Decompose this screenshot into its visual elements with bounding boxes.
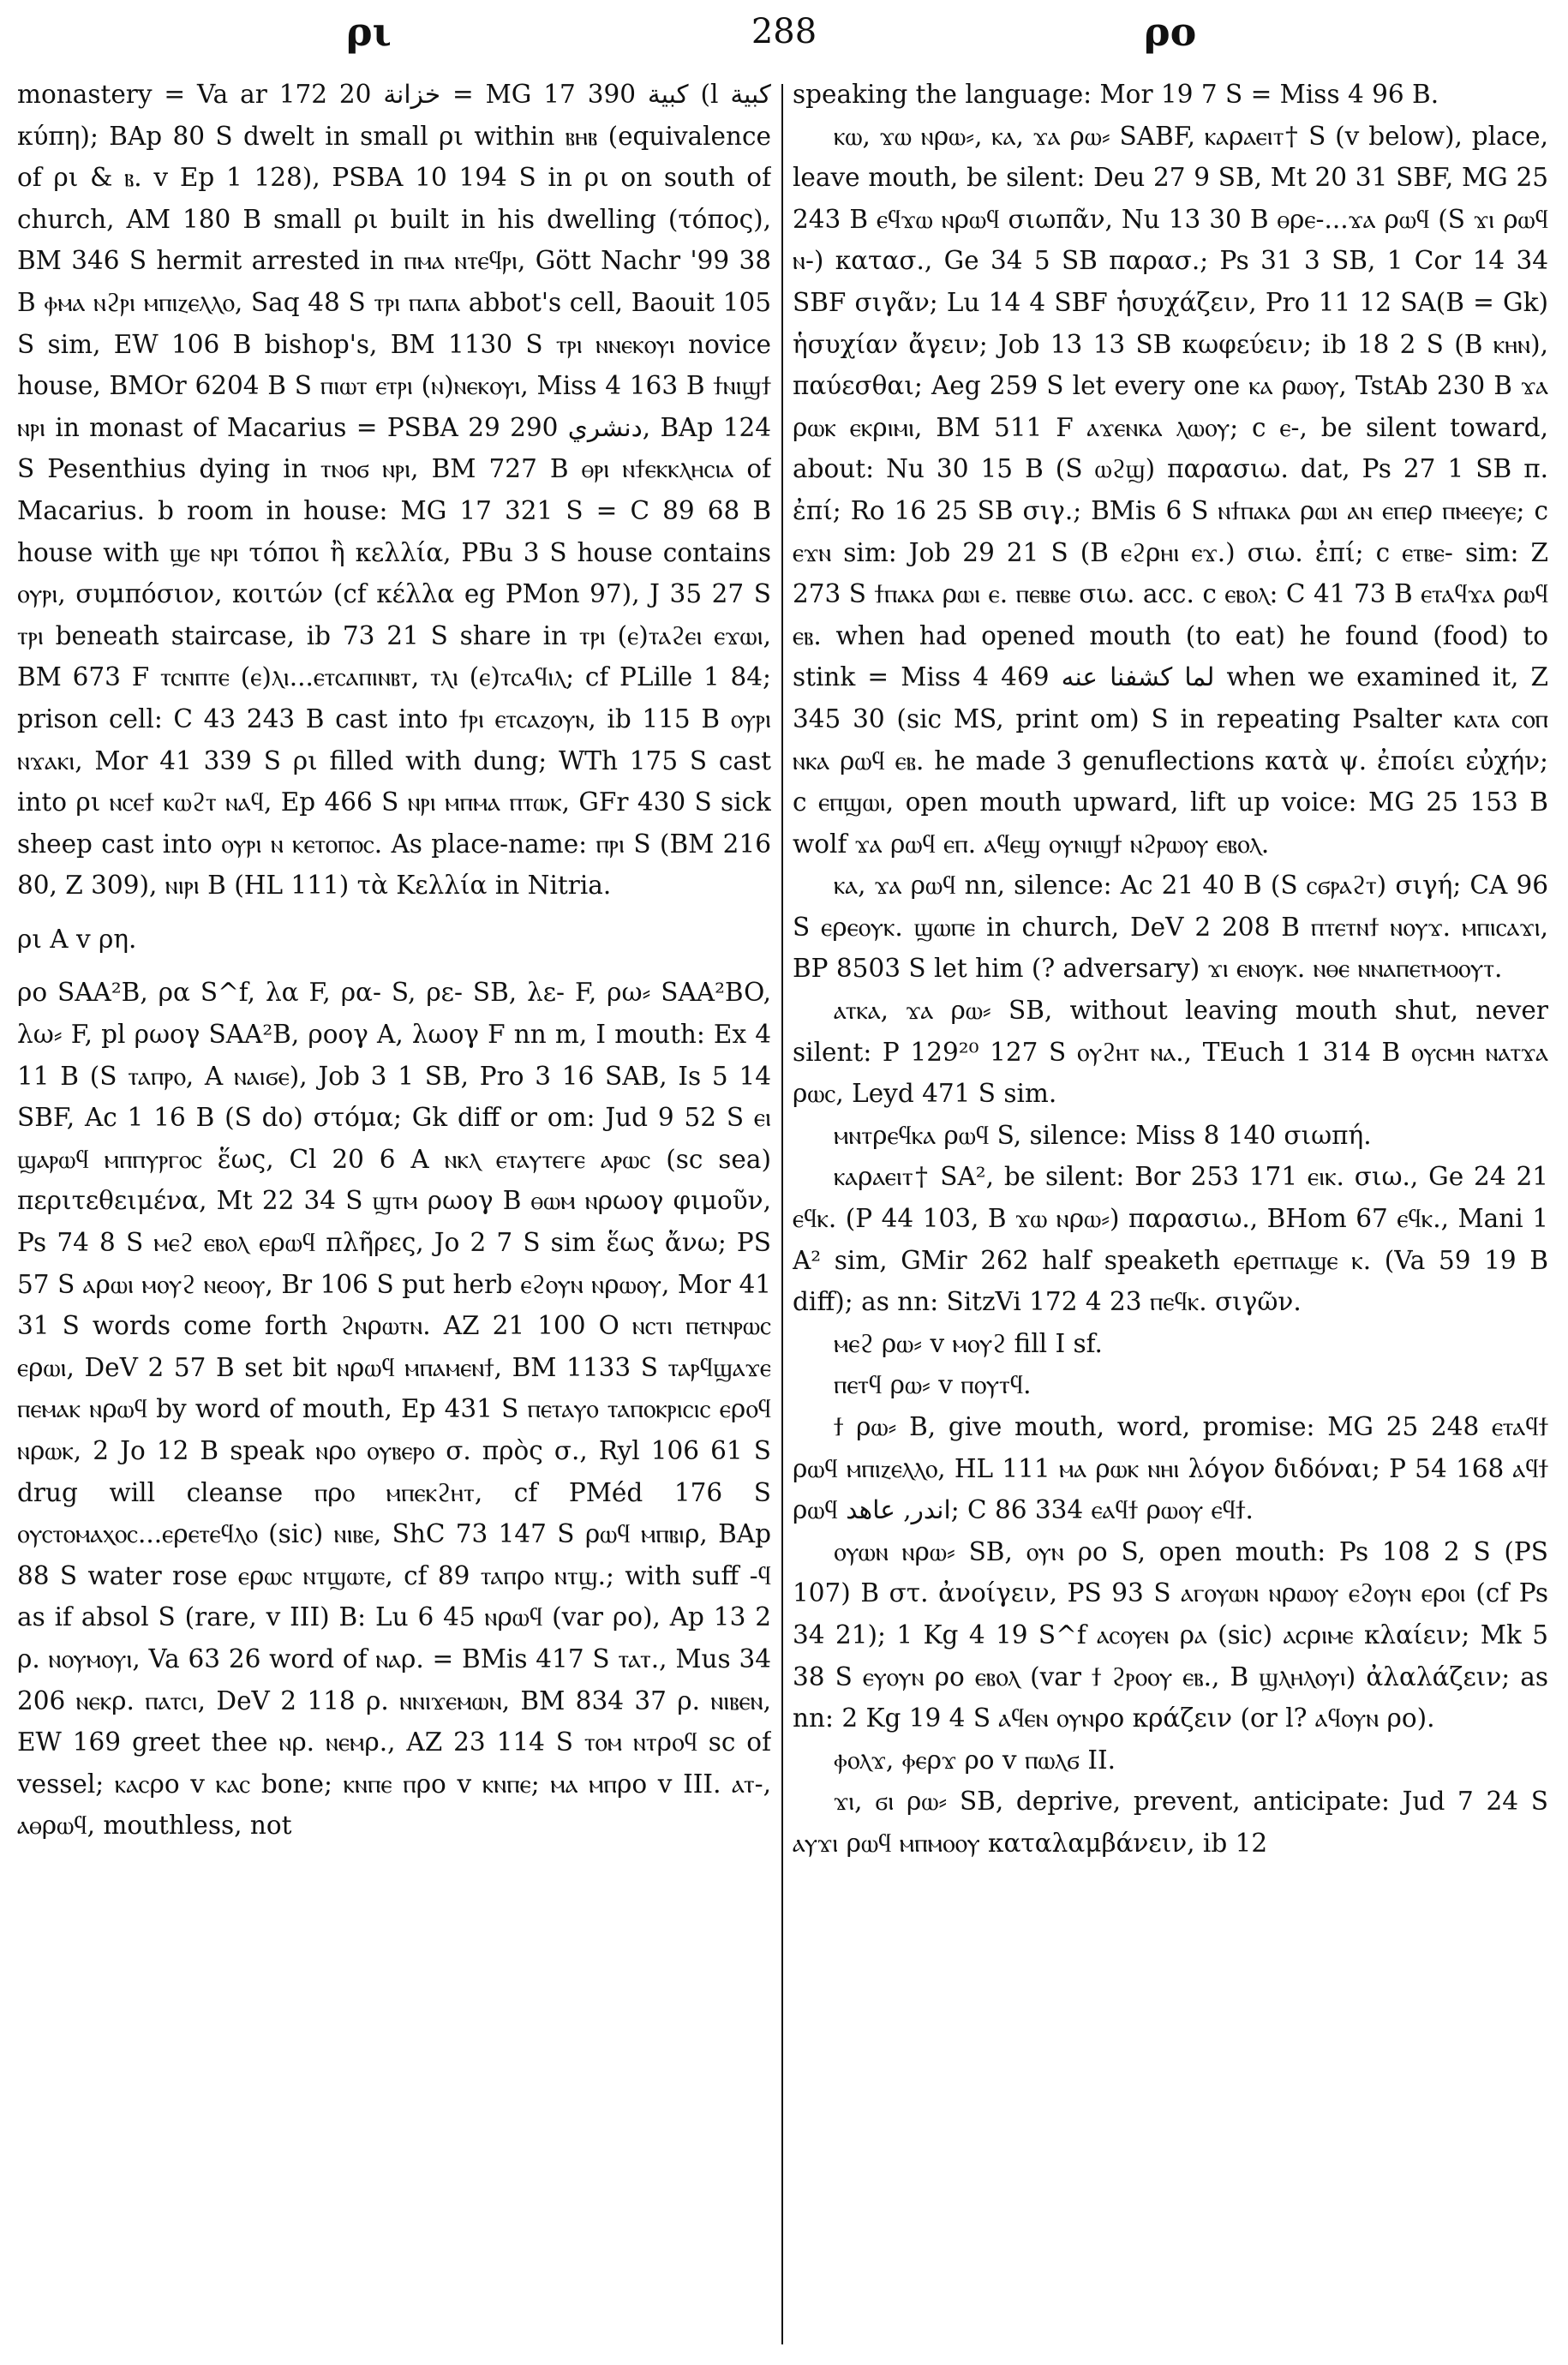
- subentry-atka: ⲁⲧⲕⲁ, ϫⲁ ρⲱ⸗ SB, without leaving mouth shut, never silent: P 129²⁰ 127 S ⲟⲩϩⲏⲧ ⲛⲁ., TEuch 1 314 B ⲟⲩⲥⲙⲏ ⲛⲁⲧϫⲁ ρⲱⲥ, Leyd 471 S sim.: [793, 996, 1548, 1109]
- entry-ri-A: ρι A v ρη.: [17, 924, 137, 954]
- subentry-ka-rwf-nn: ⲕⲁ, ϫⲁ ρⲱϥ nn, silence: Ac 21 40 B (S ⲥϭⲣⲁϩⲧ) σιγή; CA 96 S ⲉρⲉⲟⲩⲕ. ϣⲱⲡⲉ in church, DeV 2 208 B ⲡⲧⲉⲧⲛϯ ⲛⲟⲩϫ. ⲙⲡⲓⲥⲁϫⲓ, BP 8503 S let him (? adversary) ϫⲓ ⲉⲛⲟⲩⲕ. ⲛⲑⲉ ⲛⲛⲁⲡⲉⲧⲙⲟⲟⲩⲧ.: [793, 871, 1548, 984]
- subentry-kw-ro: ⲕⲱ, ϫⲱ ⲛρⲱ⸗, ⲕⲁ, ϫⲁ ρⲱ⸗ SABF, ⲕⲁρⲁⲉⲓⲧ† S (v below), place, leave mouth, be silent: Deu 27 9 SB, Mt 20 31 SBF, MG 25 243 B ⲉϥϫⲱ ⲛρⲱϥ σιωπᾶν, Nu 13 30 B ⲑρⲉ-...ϫⲁ ρⲱϥ (S ϫⲓ ρⲱϥ ⲛ-) κατασ., Ge 34 5 SB παρασ.; Ps 31 3 SB, 1 Cor 14 34 SBF σιγᾶν; Lu 14 4 SBF ἡσυχάζειν, Pro 11 12 SA(B = Gk) ἡσυχίαν ἄγειν; Job 13 13 SB κωφεύειν; ib 18 2 S (B ⲕⲏⲛ), παύεσθαι; Aeg 259 S let every one ⲕⲁ ρⲱⲟⲩ, TstAb 230 B ϫⲁ ρⲱⲕ ⲉⲕρⲓⲙⲓ, BM 511 F ⲁϫⲉⲛⲕⲁ ⲗⲱⲟⲩ; c ⲉ-, be silent toward, about: Nu 30 15 B (S ⲱϩϣ) παρασιω. dat, Ps 27 1 SB π. ἐπί; Ro 16 25 SB σιγ.; BMis 6 S ⲛϯⲡⲁⲕⲁ ρⲱⲓ ⲁⲛ ⲉⲡⲉρ ⲡⲙⲉⲉⲩⲉ; c ⲉϫⲛ sim: Job 29 21 S (B ⲉϩρⲏⲓ ⲉϫ.) σιω. ἐπί; c ⲉⲧⲃⲉ- sim: Z 273 S ϯⲡⲁⲕⲁ ρⲱⲓ ⲉ. ⲡⲉⲃⲃⲉ σιω. acc. c ⲉⲃⲟⲗ: C 41 73 B ⲉⲧⲁϥϫⲁ ρⲱϥ ⲉⲃ. when had opened mouth (to eat) he found (food) to stink = Miss 4 469 لما كشفنا عنه when we examined it, Z 345 30 (sic MS, print om) S in repeating Psalter ⲕⲁⲧⲁ ⲥⲟⲡ ⲛⲕⲁ ρⲱϥ ⲉⲃ. he made 3 genuflections κατὰ ψ. ἐποίει εὐχήν; c ⲉⲡϣⲱⲓ, open mouth upward, lift up voice: MG 25 153 B wolf ϫⲁ ρⲱϥ ⲉⲡ. ⲁϥⲉϣ ⲟⲩⲛⲓϣϯ ⲛϩⲣⲱⲟⲩ ⲉⲃⲟⲗ.: [793, 121, 1548, 859]
- page-number: 288: [751, 12, 817, 51]
- subentry-ji-ro: ϫⲓ, ϭⲓ ρⲱ⸗ SB, deprive, prevent, anticipate: Jud 7 24 S ⲁⲩϫⲓ ρⲱϥ ⲙⲡⲙⲟⲟⲩ καταλαμβάνειν, ib 12: [793, 1787, 1548, 1858]
- column-divider: [781, 84, 783, 2344]
- subentry-karaeit: ⲕⲁρⲁⲉⲓⲧ† SA², be silent: Bor 253 171 ⲉⲓⲕ. σιω., Ge 24 21 ⲉϥⲕ. (P 44 103, B ϫⲱ ⲛρⲱ⸗) παρασιω., BHom 67 ⲉϥⲕ., Mani 1 A² sim, GMir 262 half speaketh ⲉρⲉⲧⲡⲁϣⲉ ⲕ. (Va 59 19 B diff); as nn: SitzVi 172 4 23 ⲡⲉϥⲕ. σιγῶν.: [793, 1162, 1548, 1317]
- subentry-pholj-ro: ⲫⲟⲗϫ, ⲫⲉρϫ ρο v ⲡⲱⲗϭ II.: [834, 1745, 1116, 1775]
- left-column: [17, 74, 771, 2353]
- subentry-ouwn-ro: ⲟⲩⲱⲛ ⲛρⲱ⸗ SB, ⲟⲩⲛ ρο S, open mouth: Ps 108 2 S (PS 107) B στ. ἀνοίγειν, PS 93 S ⲁⲅⲟⲩⲱⲛ ⲛρⲱⲟⲩ ⲉϩⲟⲩⲛ ⲉρⲟⲓ (cf Ps 34 21); 1 Kg 4 19 S^f ⲁⲥⲟⲩⲉⲛ ρⲁ (sic) ⲁⲥρⲓⲙⲉ κλαίειν; Mk 5 38 S ⲉⲩⲟⲩⲛ ρο ⲉⲃⲟⲗ (var ϯ ϩⲣⲟⲟⲩ ⲉⲃ., B ϣⲗⲏⲗⲟⲩⲓ) ἀλαλάζειν; as nn: 2 Kg 19 4 S ⲁϥⲉⲛ ⲟⲩⲛρο κράζειν (or l? ⲁϥⲟⲩⲛ ρο).: [793, 1536, 1548, 1733]
- right-column: [793, 74, 1548, 2353]
- entry-ro-continued: speaking the language: Mor 19 7 S = Miss 4 96 B.: [793, 80, 1439, 109]
- running-head-right: ρο: [1144, 9, 1197, 55]
- running-head-left: ρι: [346, 9, 392, 55]
- subentry-meh-ro: ⲙⲉϩ ρⲱ⸗ v ⲙⲟⲩϩ fill I sf.: [834, 1328, 1103, 1358]
- subentry-mntrefka: ⲙⲛⲧρⲉϥⲕⲁ ρⲱϥ S, silence: Miss 8 140 σιωπή.: [834, 1120, 1372, 1150]
- subentry-ti-ro: ϯ ρⲱ⸗ B, give mouth, word, promise: MG 25 248 ⲉⲧⲁϥϯ ρⲱϥ ⲙⲡⲓⲍⲉⲗⲗⲟ, HL 111 ⲙⲁ ρⲱⲕ ⲛⲏⲓ λόγον διδόναι; P 54 168 ⲁϥϯ ρⲱϥ اندر, عاهد; C 86 334 ⲉⲁϥϯ ρⲱⲟⲩ ⲉϥϯ.: [793, 1412, 1548, 1525]
- subentry-petf-ro: ⲡⲉⲧϥ ρⲱ⸗ v ⲡⲟⲩⲧϥ.: [834, 1370, 1032, 1400]
- entry-ri-continued: monastery = Va ar 172 20 خزانة = MG 17 390 كبية (l كبية κύπη); BAp 80 S dwelt in small ρι within ⲃⲏⲃ (equivalence of ρι & ⲃ. v Ep 1 128), PSBA 10 194 S in ρι on south of church, AM 180 B small ρι built in his dwelling (τόπος), BM 346 S hermit arrested in ⲡⲙⲁ ⲛⲧⲉϥⲣⲓ, Gött Nachr '99 38 B ⲫⲙⲁ ⲛϩⲣⲓ ⲙⲡⲓⲍⲉⲗⲗⲟ, Saq 48 S ⲧⲣⲓ ⲡⲁⲡⲁ abbot's cell, Baouit 105 S sim, EW 106 B bishop's, BM 1130 S ⲧⲣⲓ ⲛⲛⲉⲕⲟⲩⲓ novice house, BMOr 6204 B S ⲡⲓⲱⲧ ⲉⲧⲣⲓ (ⲛ)ⲛⲉⲕⲟⲩⲓ, Miss 4 163 B ϯⲛⲓϣϯ ⲛⲣⲓ in monast of Macarius = PSBA 29 290 دنشري, BAp 124 S Pesenthius dying in ⲧⲛⲟϭ ⲛⲣⲓ, BM 727 B ⲑⲣⲓ ⲛϯⲉⲕⲕⲗⲏⲥⲓⲁ of Macarius. b room in house: MG 17 321 S = C 89 68 B house with ϣⲉ ⲛⲣⲓ τόποι ἢ κελλία, PBu 3 S house contains ⲟⲩⲣⲓ, συμπόσιον, κοιτών (cf κέλλα eg PMon 97), J 35 27 S ⲧⲣⲓ beneath staircase, ib 73 21 S share in ⲧⲣⲓ (ⲉ)ⲧⲁϩⲉⲓ ⲉϫⲱⲓ, BM 673 F ⲧⲥⲛⲡⲧⲉ (ⲉ)ⲗⲓ...ⲉⲧⲥⲁⲡⲓⲛⲃⲧ, ⲧⲗⲓ (ⲉ)ⲧⲥⲁϥⲓⲗ; cf PLille 1 84; prison cell: C 43 243 B cast into ϯⲣⲓ ⲉⲧⲥⲁⲍⲟⲩⲛ, ib 115 B ⲟⲩⲣⲓ ⲛϫⲁⲕⲓ, Mor 41 339 S ρι filled with dung; WTh 175 S cast into ρι ⲛⲥⲉϯ ⲕⲱϩⲧ ⲛⲁϥ, Ep 466 S ⲛⲣⲓ ⲙⲡⲙⲁ ⲡⲧⲱⲕ, GFr 430 S sick sheep cast into ⲟⲩⲣⲓ ⲛ ⲕⲉⲧⲟⲡⲟⲥ. As place-name: ⲡⲣⲓ S (BM 216 80, Z 309), ⲛⲓⲣⲓ B (HL 111) τὰ Κελλία in Nitria.: [17, 80, 771, 901]
- entry-ro: ρο SAA²B, ρα S^f, λα F, ρα- S, ρε- SB, λε- F, ρω⸗ SAA²BO, λω⸗ F, pl ρωογ SAA²B, ροογ A, λωογ F nn m, I mouth: Ex 4 11 B (S ⲧⲁⲡⲣⲟ, A ⲛⲁⲓϭⲉ), Job 3 1 SB, Pro 3 16 SAB, Is 5 14 SBF, Ac 1 16 B (S do) στόμα; Gk diff or om: Jud 9 52 S ⲉⲓ ϣⲁⲣⲱϥ ⲙⲡⲡⲩⲣⲅⲟⲥ ἕως, Cl 20 6 A ⲛⲕⲗ ⲉⲧⲁⲩⲧⲉⲅⲉ ⲁⲣⲱⲥ (sc sea) περιτεθειμένα, Mt 22 34 S ϣⲧⲙ ρωογ B ⲑⲱⲙ ⲛρωογ φιμοῦν, Ps 74 8 S ⲙⲉϩ ⲉⲃⲟⲗ ⲉρⲱϥ πλῆρες, Jo 2 7 S sim ἕως ἄνω; PS 57 S ⲁρⲱⲓ ⲙⲟⲩϩ ⲛⲉⲟⲟⲩ, Br 106 S put herb ⲉϩⲟⲩⲛ ⲛρⲱⲟⲩ, Mor 41 31 S words come forth ϩⲛρⲱⲧⲛ. AZ 21 100 O ⲛⲥⲧⲓ ⲡⲉⲧⲛⲣⲱⲥ ⲉρⲱⲓ, DeV 2 57 B set bit ⲛρⲱϥ ⲙⲡⲁⲙⲉⲛϯ, BM 1133 S ⲧⲁⲣϥϣⲁϫⲉ ⲡⲉⲙⲁⲕ ⲛρⲱϥ by word of mouth, Ep 431 S ⲡⲉⲧⲁⲩⲟ ⲧⲁⲡⲟⲕⲣⲓⲥⲓⲥ ⲉρⲟϥ ⲛρⲱⲕ, 2 Jo 12 B speak ⲛρⲟ ⲟⲩⲃⲉⲣⲟ σ. πρὸς σ., Ryl 106 61 S drug will cleanse ⲡρⲟ ⲙⲡⲉⲕϩⲏⲧ, cf PMéd 176 S ⲟⲩⲥⲧⲟⲙⲁⲭⲟⲥ...ⲉρⲉⲧⲉϥⲗⲟ (sic) ⲛⲓⲃⲉ, ShC 73 147 S ρⲱϥ ⲙⲡⲃⲓρ, BAp 88 S water rose ⲉρⲱⲥ ⲛⲧϣⲱⲧⲉ, cf 89 ⲧⲁⲡρⲟ ⲛⲧϣ.; with suff -ϥ as if absol S (rare, v III) B: Lu 6 45 ⲛρⲱϥ (var ρο), Ap 13 2 ρ. ⲛⲟⲩⲙⲟⲩⲓ, Va 63 26 word of ⲛⲁρ. = BMis 417 S ⲧⲁⲧ., Mus 34 206 ⲛⲉⲕρ. ⲡⲁⲧⲥⲓ, DeV 2 118 ρ. ⲛⲛⲓϫⲉⲙⲱⲛ, BM 834 37 ρ. ⲛⲓⲃⲉⲛ, EW 169 greet thee ⲛρ. ⲛⲉⲙρ., AZ 23 114 S ⲧⲟⲙ ⲛⲧρⲟϥ sc of vessel; ⲕⲁⲥρο v ⲕⲁⲥ bone; ⲕⲛⲡⲉ ⲡρο v ⲕⲛⲡⲉ; ⲙⲁ ⲙⲡρο v III. ⲁⲧ-, ⲁⲑρⲱϥ, mouthless, not: [17, 978, 771, 1841]
